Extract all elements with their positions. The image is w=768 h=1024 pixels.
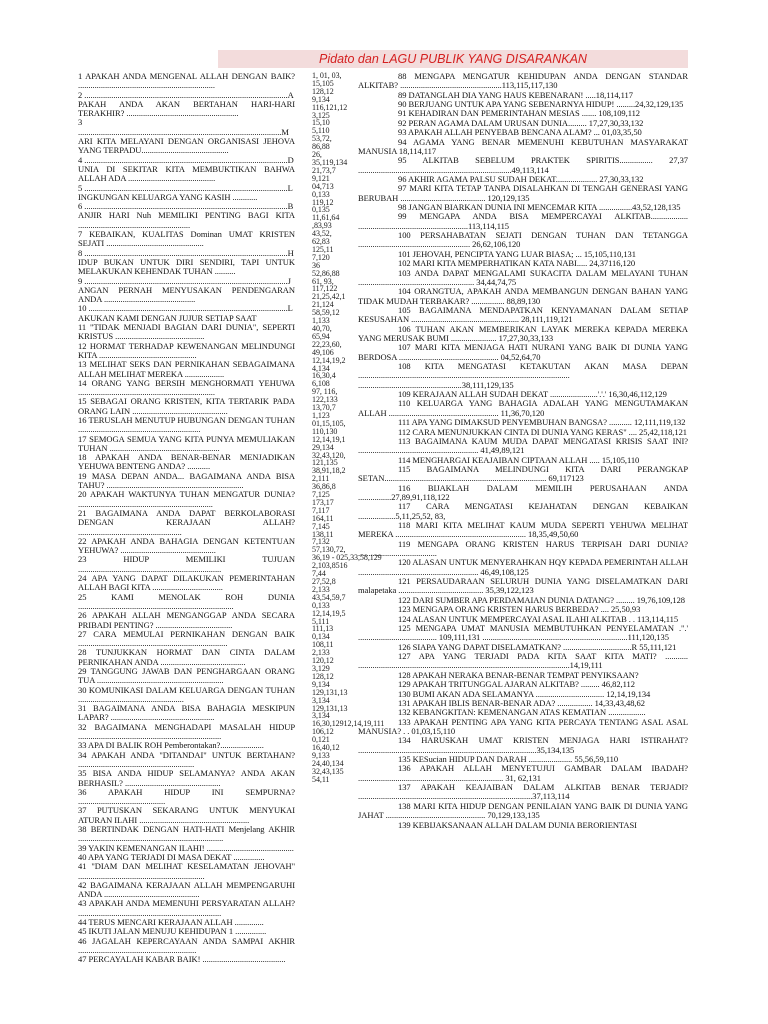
list-item: 108 KITA MENGATASI KETAKUTAN AKAN MASA DEPAN ...................................................................................................... ..................................................38,111,129,135 bbox=[358, 361, 688, 390]
list-item: ARI KITA MELAYANI DENGAN ORGANISASI JEHOVA YANG TERPADU.......................................... bbox=[78, 136, 295, 156]
list-item: 1 APAKAH ANDA MENGENAL ALLAH DENGAN BAIK? .................................................................. bbox=[78, 71, 295, 91]
list-item: 130 BUMI AKAN ADA SELAMANYA ................................. 12,14,19,134 bbox=[398, 688, 651, 699]
list-item: 15 SEBAGAI ORANG KRISTEN, KITA TERTARIK PADA ORANG LAIN .............................................. bbox=[78, 396, 295, 416]
list-item: 42 BAGAIMANA KERAJAAN ALLAH MEMPENGARUHI ANDA .............................................. bbox=[78, 879, 295, 900]
list-item: 89 DATANGLAH DIA YANG HAUS KEBENARAN! .....18,114,117 bbox=[398, 89, 633, 100]
list-item: ANGAN PERNAH MENYUSAKAN PENDENGARAN ANDA ............................................ bbox=[78, 284, 295, 305]
list-item: 98 JANGAN BIARKAN DUNIA INI MENCEMAR KITA ................43,52,128,135 bbox=[398, 202, 681, 213]
list-item: 16 TERUSLAH MENUTUP HUBUNGAN DENGAN TUHAN ........................................................... bbox=[78, 414, 295, 435]
list-item: 29 TANGGUNG JAWAB DAN PENGHARGAAN ORANG TUA ............................................................. bbox=[78, 666, 295, 686]
list-item: 134 HARUSKAH UMAT KRISTEN MENJAGA HARI ISTIRAHAT? ......................................................................................35,134,135 bbox=[358, 735, 688, 755]
list-item: 2 ..................................................................................................A bbox=[78, 89, 294, 100]
list-item: UNIA DI SEKITAR KITA MEMBUKTIKAN BAHWA ALLAH ADA .......................................... bbox=[78, 163, 295, 184]
list-item: 124 ALASAN UNTUK MEMPERCAYAI ASAL ILAHI ALKITAB . . 113,114,115 bbox=[398, 613, 679, 624]
list-item: 102 MARI KITA MEMPERHATIKAN KATA NABI..... 24,37116,120 bbox=[398, 258, 636, 269]
list-item: 4 ..................................................................................................D bbox=[78, 154, 294, 165]
list-item: 118 MARI KITA MELIHAT KAUM MUDA SEPERTI YEHUWA MELIHAT MEREKA ............................................................... 18,35,49,50,60 bbox=[358, 520, 688, 540]
list-item: 21 BAGAIMANA ANDA DAPAT BERKOLABORASI DENGAN KERAJAAN ALLAH? .................................................. bbox=[78, 507, 295, 537]
list-item: 99 MENGAPA ANDA BISA MEMPERCAYAI ALKITAB.................. .....................................................113,114,115 bbox=[358, 211, 688, 231]
list-item: 105 BAGAIMANA MENDAPATKAN KENYAMANAN DALAM SETIAP KESUSAHAN .................................................... 28,111,119,121 bbox=[358, 305, 688, 325]
list-item: 131 APAKAH IBLIS BENAR-BENAR ADA? ................. 14,33,43,48,62 bbox=[398, 697, 645, 708]
list-item: 28 TUNJUKKAN HORMAT DAN CINTA DALAM PERNIKAHAN ANDA ......................................... bbox=[78, 647, 295, 667]
list-item: 127 APA YANG TERJADI PADA KITA SAAT KITA MATI? ........... ......................................................................................................14,19,111 bbox=[358, 651, 688, 671]
list-item: 94 AGAMA YANG BENAR MEMENUHI KEBUTUHAN MASYARAKAT MANUSIA 18,114,117 bbox=[358, 136, 688, 156]
list-item: 107 MARI KITA MENJAGA HATI NURANI YANG BAIK DI DUNIA YANG BERDOSA ................................................ 04,52,64,70 bbox=[358, 342, 688, 362]
list-item: 90 BERJUANG UNTUK APA YANG SEBENARNYA HIDUP! .........24,32,129,135 bbox=[398, 99, 684, 110]
right-column bbox=[358, 72, 688, 977]
list-item: 114 MENGHARGAI KEAJAIBAN CIPTAAN ALLAH ..... 15,105,110 bbox=[398, 454, 640, 465]
list-item: 100 PERSAHABATAN SEJATI DENGAN TUHAN DAN TETANGGA ...................................................... 26,62,106,120 bbox=[358, 230, 688, 250]
list-item: 88 MENGAPA MENGATUR KEHIDUPAN ANDA DENGAN STANDAR ALKITAB? .................................................113,115,117,130 bbox=[358, 71, 688, 91]
list-item: 92 PERAN AGAMA DALAM URUSAN DUNIA......... 17,27,30,33,132 bbox=[398, 117, 644, 128]
list-item: 119 MENGAPA ORANG KRISTEN HARUS TERPISAH DARI DUNIA? ...................................... bbox=[358, 538, 688, 559]
list-item: 25 KAMI MENOLAK ROH DUNIA ........................................................................... bbox=[78, 591, 295, 611]
list-item: 10 ................................................................................................L bbox=[78, 303, 293, 314]
list-item: 91 KEHADIRAN DAN PEMERINTAHAN MESIAS ....... 108,109,112 bbox=[398, 108, 640, 119]
list-item: 32 BAGAIMANA MENGHADAPI MASALAH HIDUP ..................................................................... bbox=[78, 721, 295, 742]
list-item: 43 APAKAH ANDA MEMENUHI PERSYARATAN ALLAH? ..................................................................... bbox=[78, 898, 295, 918]
list-item: 110 KELUARGA YANG BAHAGIA ADALAH YANG MENGUTAMAKAN ALLAH ..................................................... 11,36,70,120 bbox=[358, 398, 688, 418]
list-item: ANJIR HARI Nuh MEMILIKI PENTING BAGI KITA ...................................................... bbox=[78, 210, 295, 230]
list-item: 11 "TIDAK MENJADI BAGIAN DARI DUNIA", SEPERTI KRISTUS ........................................... bbox=[78, 322, 295, 342]
list-item: 37 PUTUSKAN SEKARANG UNTUK MENYUKAI ATURAN ILAHI ..................................................... bbox=[78, 805, 295, 825]
list-item: 113 BAGAIMANA KAUM MUDA DAPAT MENGATASI KRISIS SAAT INI? .......................................................... 41,49,89,121 bbox=[358, 435, 688, 456]
middle-number-column bbox=[312, 71, 385, 907]
list-item: 41 "DIAM DAN MELIHAT KESELAMATAN JEHOVAH" ............................................................. bbox=[78, 861, 295, 881]
list-item: 7 KEBAIKAN, KUALITAS Dominan UMAT KRISTEN SEJATI ............................................... bbox=[78, 229, 295, 249]
list-item: 26 APAKAH ALLAH MENGANGGAP ANDA SECARA PRIBADI PENTING? ..................................... bbox=[78, 610, 295, 630]
list-item: 40 APA YANG TERJADI DI MASA DEKAT ............... bbox=[78, 851, 265, 862]
list-item: 122 DARI SUMBER APA PERDAMAIAN DUNIA DATANG? ......... 19,76,109,128 bbox=[398, 594, 685, 605]
list-item: 47 PERCAYALAH KABAR BAIK! ........................................ bbox=[78, 954, 286, 965]
list-item: 23 HIDUP MEMILIKI TUJUAN ..................................................................... bbox=[78, 554, 295, 574]
list-item: 93 APAKAH ALLAH PENYEBAB BENCANA ALAM? ... 01,03,35,50 bbox=[398, 127, 642, 138]
list-item: 9 ..................................................................................................J bbox=[78, 275, 291, 286]
list-item: 95 ALKITAB SEBELUM PRAKTEK SPIRITIS................ 27,37 ..........................................................................49,113,114 bbox=[358, 155, 688, 175]
list-item: 38 BERTINDAK DENGAN HATI-HATI Menjelang AKHIR ...................................................................... bbox=[78, 824, 295, 844]
list-item: 135 KESucian HIDUP DAN DARAH ..................... 55,56,59,110 bbox=[398, 754, 619, 765]
list-item: 8 ..................................................................................................H bbox=[78, 247, 294, 258]
list-item: 121 PERSAUDARAAN SELURUH DUNIA YANG DISELAMATKAN DARI malapetaka ......................................... 35,39,122,123 bbox=[358, 576, 688, 596]
list-item: 126 SIAPA YANG DAPAT DISELAMATKAN? .................................R 55,111,121 bbox=[398, 641, 677, 652]
list-item: INGKUNGAN KELUARGA YANG KASIH ............ bbox=[78, 191, 258, 202]
list-item: 3 ..................................................................................................M bbox=[78, 117, 289, 137]
list-item: 44 TERUS MENCARI KERAJAAN ALLAH .............. bbox=[78, 917, 264, 928]
list-item: 20 APAKAH WAKTUNYA TUHAN MENGATUR DUNIA? ................................................................. bbox=[78, 489, 295, 509]
list-item: IDUP BUKAN UNTUK DIRI SENDIRI, TAPI UNTUK MELAKUKAN KEHENDAK TUHAN .......... bbox=[78, 256, 295, 277]
list-item: 120 ALASAN UNTUK MENYERAHKAN HQY KEPADA PEMERINTAH ALLAH .......................................................... 46,49,108,125 bbox=[358, 557, 688, 577]
list-item: 33 APA DI BALIK ROH Pemberontakan?..................... bbox=[78, 740, 264, 751]
list-item: 5 ..................................................................................................L bbox=[78, 182, 293, 193]
list-item: 129 APAKAH TRITUNGGAL AJARAN ALKITAB? ......... 46,82,112 bbox=[398, 679, 635, 690]
list-item: 136 APAKAH ALLAH MENYETUJUI GAMBAR DALAM IBADAH? ...................................................................... 31, 62,131 bbox=[358, 763, 688, 783]
list-item: 111 APA YANG DIMAKSUD PENYEMBUHAN BANGSA? ........... 12,111,119,132 bbox=[398, 417, 686, 428]
list-item: 139 KEBIJAKSANAAN ALLAH DALAM DUNIA BERORIENTASI bbox=[398, 819, 637, 830]
list-item: 24 APA YANG DAPAT DILAKUKAN PEMERINTAHAN ALLAH BAGI KITA .................................. bbox=[78, 573, 295, 593]
list-item: 18 APAKAH ANDA BENAR-BENAR MENJADIKAN YEHUWA BENTENG ANDA? ........... bbox=[78, 452, 295, 472]
list-item: 22 APAKAH ANDA BAHAGIA DENGAN KETENTUAN YEHUWA? .............................................. bbox=[78, 535, 295, 556]
page-title: Pidato dan LAGU PUBLIK YANG DISARANKAN bbox=[319, 52, 587, 66]
list-item: 137 APAKAH KEAJAIBAN DALAM ALKITAB BENAR TERJADI? ....................................................................................37,113,114 bbox=[358, 782, 688, 802]
list-item: 103 ANDA DAPAT MENGALAMI SUKACITA DALAM MELAYANI TUHAN ........................................................ 34,44,74,75 bbox=[358, 267, 688, 287]
list-item: 19 MASA DEPAN ANDA... BAGAIMANA ANDA BISA TAHU? .................................................................. bbox=[78, 470, 295, 491]
list-item: 123 MENGAPA ORANG KRISTEN HARUS BERBEDA? .... 25,50,93 bbox=[398, 604, 641, 615]
list-item: 117 CARA MENGATASI KEJAHATAN DENGAN KEBAIKAN ..................5,11,25,52, 83, bbox=[358, 501, 688, 521]
list-item: 138 MARI KITA HIDUP DENGAN PENILAIAN YANG BAIK DI DUNIA YANG JAHAT ................................................ 70,129,133,135 bbox=[358, 800, 688, 821]
list-item: 31 BAGAIMANA ANDA BISA BAHAGIA MESKIPUN LAPAR? .................................................. bbox=[78, 703, 295, 723]
list-item: 101 JEHOVAH, PENCIPTA YANG LUAR BIASA; ... 15,105,110,131 bbox=[398, 248, 636, 259]
list-item: 116 BIJAKLAH DALAM MEMILIH PERUSAHAAN ANDA ................27,89,91,118,122 bbox=[358, 482, 688, 502]
list-item: 6 ..................................................................................................B bbox=[78, 201, 294, 212]
left-column bbox=[78, 72, 295, 1017]
list-item: 125 MENGAPA UMAT MANUSIA MEMBUTUHKAN PENYELAMATAN .".' ...................................... 109,111,131 ......................................................................111,120,135 bbox=[358, 622, 688, 643]
list-item: 96 AKHIR AGAMA PALSU SUDAH DEKAT.................... 27,30,33,132 bbox=[398, 174, 644, 185]
list-item: 35 BISA ANDA HIDUP SELAMANYA? ANDA AKAN BERHASIL? .............................................. bbox=[78, 768, 295, 788]
list-item: 36 APAKAH HIDUP INI SEMPURNA? .......................................... bbox=[78, 786, 295, 807]
list-item: 30 KOMUNIKASI DALAM KELUARGA DENGAN TUHAN ................................................... bbox=[78, 684, 295, 704]
list-item: 45 IKUTI JALAN MENUJU KEHIDUPAN 1 ............... bbox=[78, 926, 267, 937]
list-item: PAKAH ANDA AKAN BERTAHAN HARI-HARI TERAKHIR? ...................................................... bbox=[78, 98, 295, 119]
list-item: 115 BAGAIMANA MELINDUNGI KITA DARI PERANGKAP SETAN.............................................................................. 69,117123 bbox=[358, 464, 688, 484]
middle-numbers-text: 1, 01, 03, 15,105 128,12 9,134 116,121,12 3,125 15,10 5,110 53,72, 86,88 26, 35,119,134 21,73,7 9,121 04,713 0,133 119,12 0,135 11,61,64 ,83,93 43,52, 62,83 125,11 7,120 36 52,86,88 61, 93, 117,122 21,25,42,1 21,124 58,59,12 1,133 40,70, 65,94 22,23,60, 49,106 12,14,19,2 4,134 16,30,4 6,108 97, 116, 122,133 13,70,7 1,123 01,15,105, 110,130 12,14,19,1 29,134 32,43,120, 121,135 38,91,18,2 2,111 36,86,8 7,125 173,17 7,117 164,11 7,145 138,11 7,132 57,130,72, 36,19 - 025,33,58,129 2,103,8516 7,44 27,52,8 2,133 43,54,59,7 0,133 12,14,19,5 5,111 111,13 0,134 108,11 2,133 120,12 3,129 128,12 9,134 129,131,13 3,134 129,131,13 3,134 16,30,12912,14,19,111 106,12 0,121 16,40,12 9,133 24,40,134 32,43,135 54,11 bbox=[312, 71, 385, 784]
list-item: 34 APAKAH ANDA "DITANDAI" UNTUK BERTAHAN? ........................................................ bbox=[78, 749, 295, 769]
list-item: 112 CARA MENUNJUKKAN CINTA DI DUNIA YANG KERAS" .... 25,42,118,121 bbox=[398, 426, 687, 437]
list-item: 17 SEMOGA SEMUA YANG KITA PUNYA MEMULIAKAN TUHAN ..................................................... bbox=[78, 433, 295, 453]
list-item: 13 MELIHAT SEKS DAN PERNIKAHAN SEBAGAIMANA ALLAH MELIHAT MEREKA ................... bbox=[78, 359, 295, 379]
list-item: 128 APAKAH NERAKA BENAR-BENAR TEMPAT PENYIKSAAN? bbox=[398, 669, 639, 680]
list-item: 14 ORANG YANG BERSIH MENGHORMATI YEHUWA .................................................................. bbox=[78, 377, 295, 398]
list-item: AKUKAN KAMI DENGAN JUJUR SETIAP SAAT bbox=[78, 312, 257, 323]
list-item: 132 KEBANGKITAN: KEMENANGAN ATAS KEMATIAN .................. bbox=[398, 707, 646, 718]
list-item: 39 YAKIN KEMENANGAN ILAHI! .......................................... bbox=[78, 842, 294, 853]
list-item: 133 APAKAH PENTING APA YANG KITA PERCAYA TENTANG ASAL ASAL MANUSIA? . . 01,03,15,110 bbox=[358, 716, 688, 736]
list-item: 27 CARA MEMULAI PERNIKAHAN DENGAN BAIK ........................................................................ bbox=[78, 628, 295, 649]
list-item: 104 ORANGTUA, APAKAH ANDA MEMBANGUN DENGAN BAHAN YANG TIDAK MUDAH TERBAKAR? ................ 88,89,130 bbox=[358, 286, 688, 306]
list-item: 46 JAGALAH KEPERCAYAAN ANDA SAMPAI AKHIR ......................................................... bbox=[78, 935, 295, 955]
list-item: 109 KERAJAAN ALLAH SUDAH DEKAT .......................'.'.' 16,30,46,112,129 bbox=[398, 389, 667, 400]
list-item: 97 MARI KITA TETAP TANPA DISALAHKAN DI TENGAH GENERASI YANG BERUBAH ......................................... 120,129,135 bbox=[358, 183, 688, 203]
list-item: 12 HORMAT TERHADAP KEWENANGAN MELINDUNGI KITA ............................................... bbox=[78, 340, 295, 360]
list-item: 106 TUHAN AKAN MEMBERIKAN LAYAK MEREKA KEPADA MEREKA YANG MERUSAK BUMI ...................... 17,27,30,33,133 bbox=[358, 323, 688, 343]
